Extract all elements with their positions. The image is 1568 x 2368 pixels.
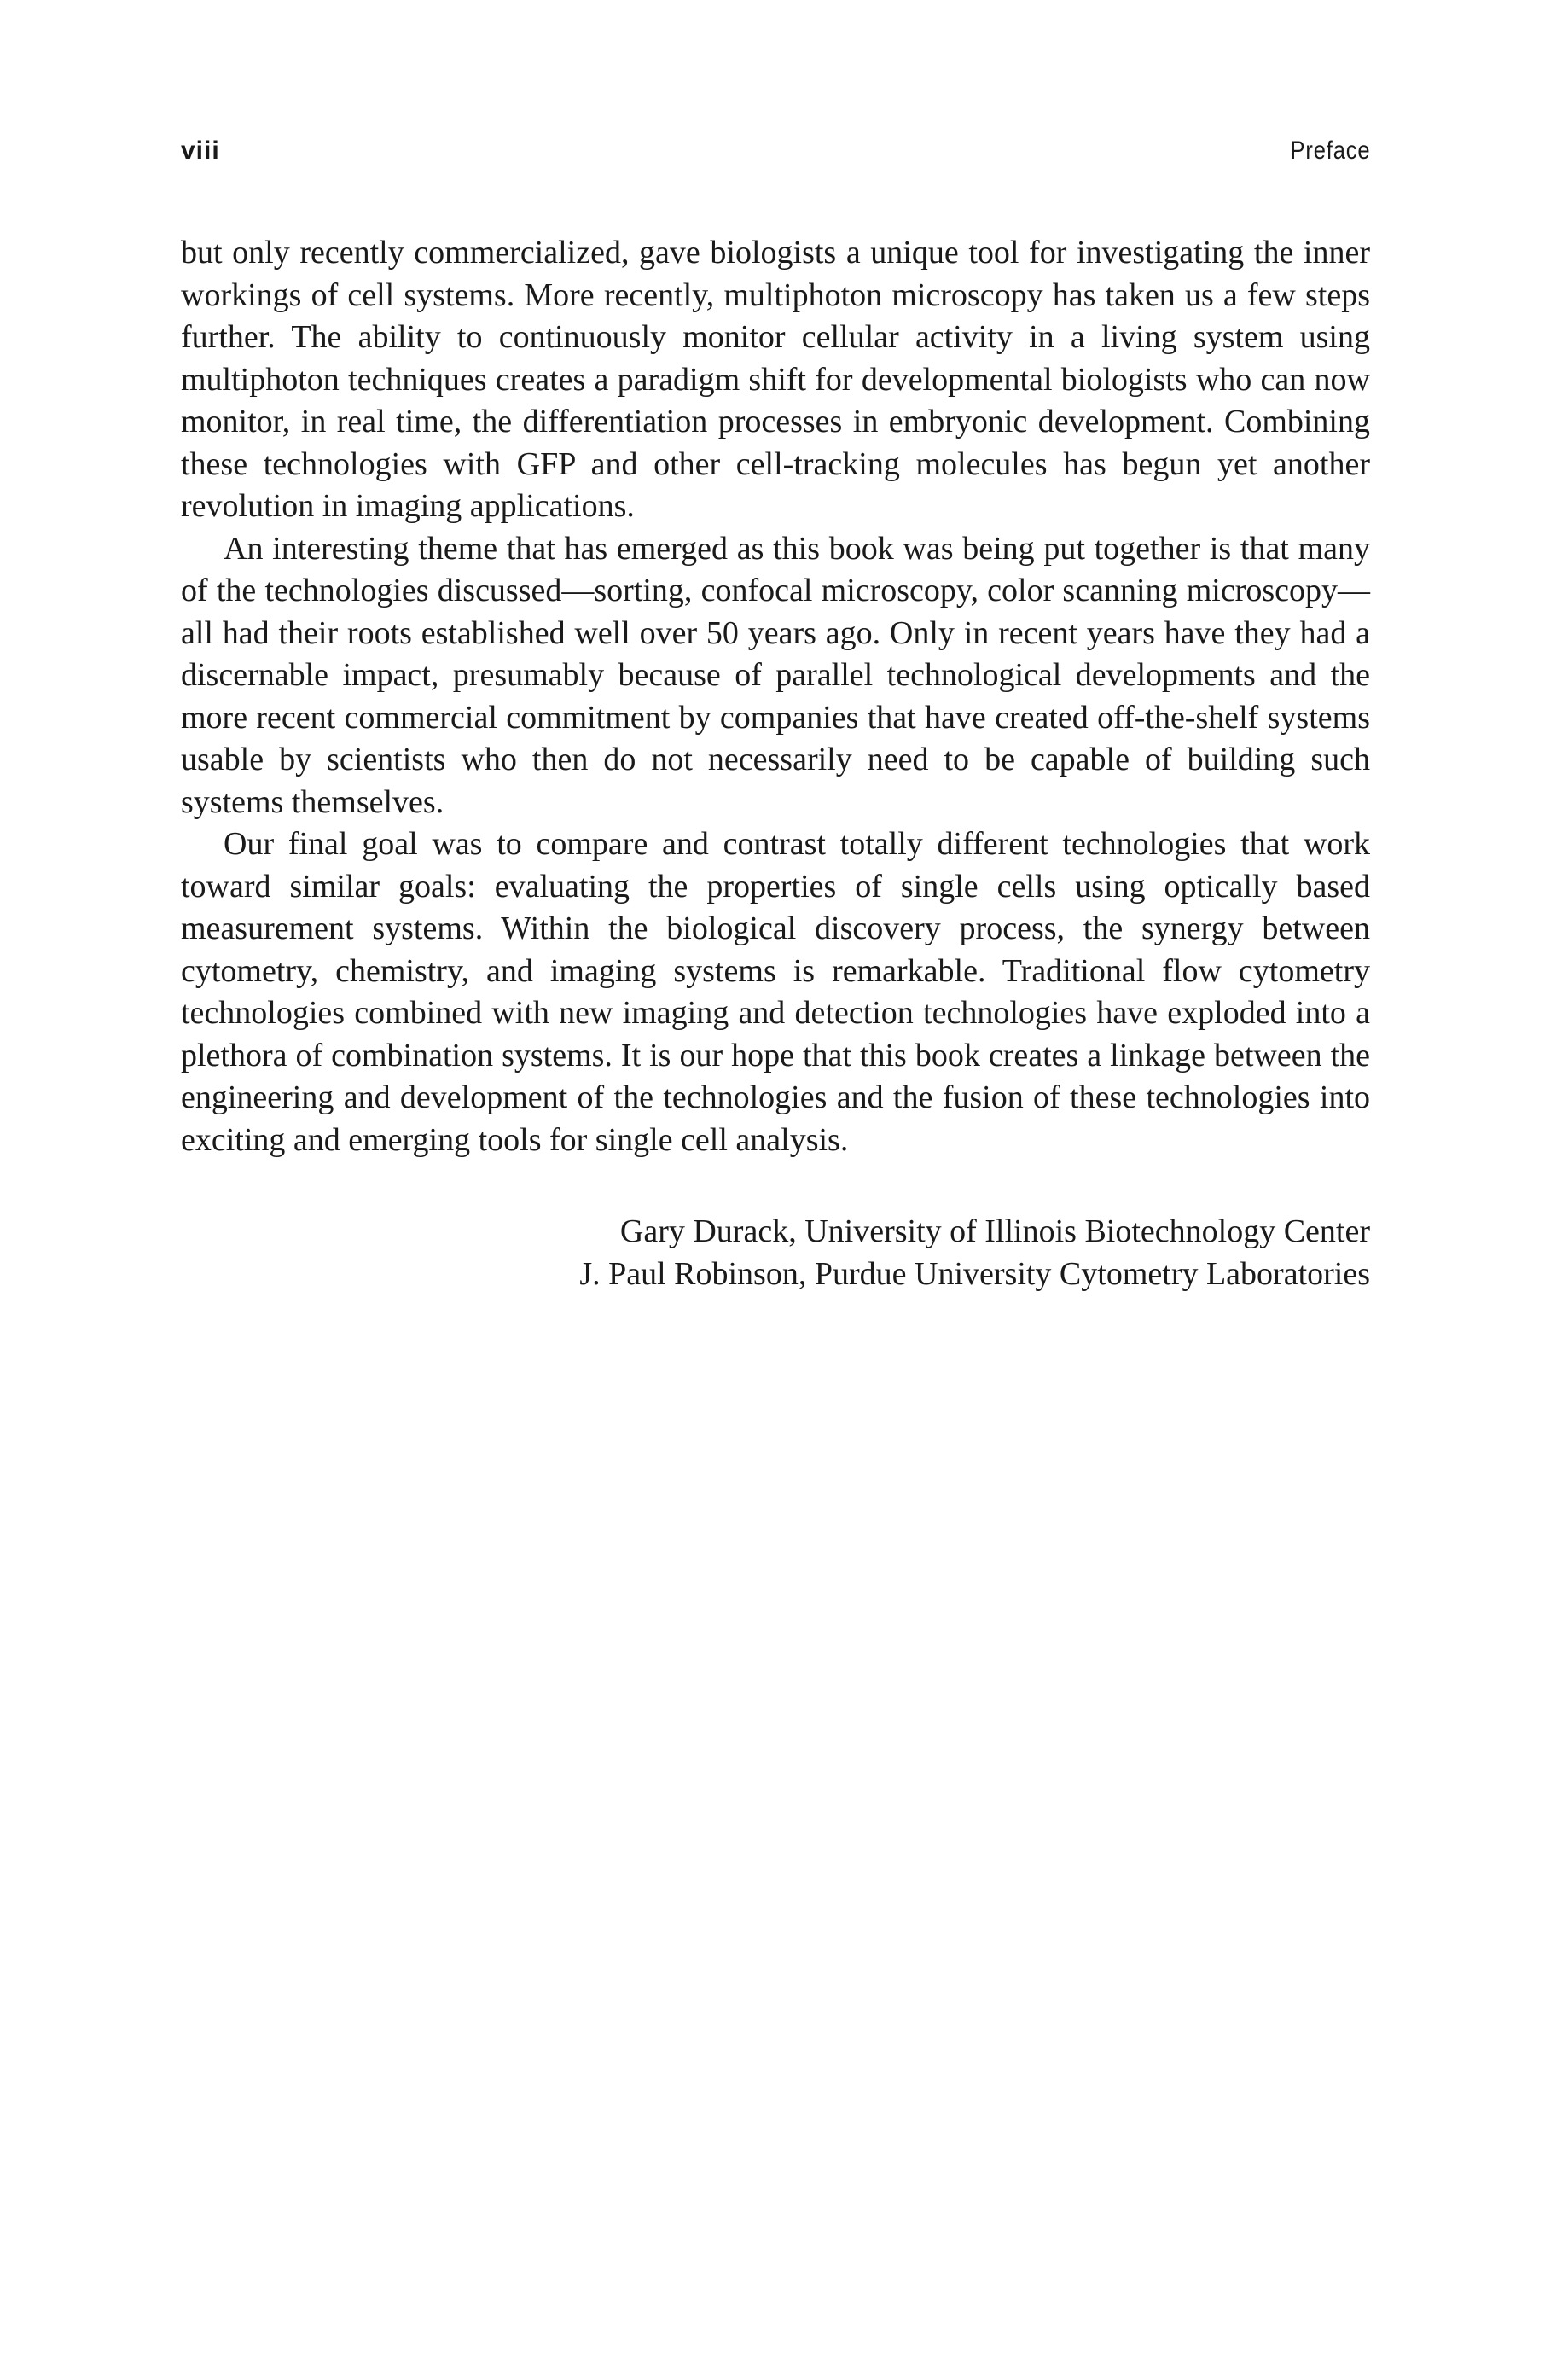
paragraph-interesting-theme: An interesting theme that has emerged as this book was being put together is that many of the technologies discussed—sorting, confocal microscopy, color scanning microscopy—all had their roots established well over 50 years ago. Only in recent years have they had a discernable impact, presumably because of parallel technological developments and the more recent commercial commitment by companies that have created off-the-shelf systems usable by scientists who then do not necessarily need to be capable of building such systems themselves. xyxy=(181,530,1370,820)
paragraph-continued: but only recently commercialized, gave biologists a unique tool for investigating the inner workings of cell systems. More recently, multiphoton microscopy has taken us a few steps further. The ability to continuously monitor cellular activity in a living system using multiphoton techniques creates a paradigm shift for developmental biologists who can now monitor, in real time, the differentiation processes in embryonic development. Combining these technologies with GFP and other cell-tracking molecules has begun yet another revolution in imaging applications. xyxy=(181,235,1370,524)
paragraph-final-goal: Our final goal was to compare and contrast totally different technologies that work toward similar goals: evaluating the properties of single cells using optically based measurement systems. Within the biological discovery process, the synergy between cytometry, chemistry, and imaging systems is remarkable. Traditional flow cytometry technologies combined with new imaging and detection technologies have exploded into a plethora of combination systems. It is our hope that this book creates a linkage between the engineering and development of the technologies and the fusion of these technologies into exciting and emerging tools for single cell analysis. xyxy=(181,826,1370,1158)
signature-robinson: J. Paul Robinson, Purdue University Cytometry Laboratories xyxy=(579,1256,1370,1292)
page-number: viii xyxy=(181,137,220,165)
body-text xyxy=(181,232,1370,1161)
signature-durack: Gary Durack, University of Illinois Biotechnology Center xyxy=(619,1213,1370,1249)
running-title: Preface xyxy=(1290,137,1370,165)
running-head xyxy=(181,137,1370,171)
signature-block xyxy=(181,1210,1370,1295)
